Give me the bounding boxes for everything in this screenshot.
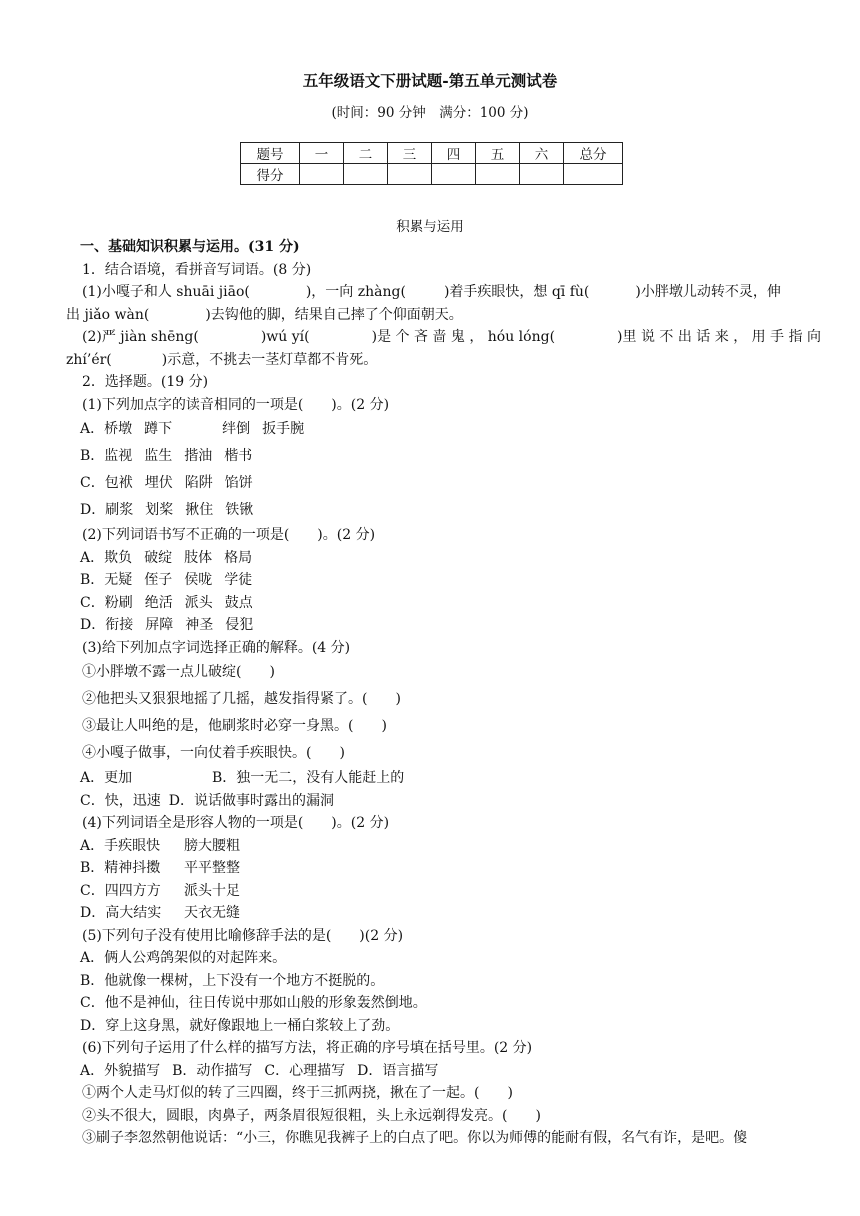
question-text: zhí’ér( — [66, 351, 112, 368]
question-text: )着手疾眼快，想 qī fù( — [443, 284, 590, 300]
option-text: 派头十足 — [184, 882, 240, 899]
score-table — [240, 142, 623, 185]
option-word: 学徒 — [224, 572, 253, 588]
option-word: 埋伏 — [144, 475, 173, 491]
option-word: 格局 — [224, 549, 253, 566]
option-label: A．桥墩 — [80, 421, 133, 437]
option-label: C．粉刷 — [80, 594, 133, 611]
option-word: 陷阱 — [184, 475, 213, 491]
score-cell: 五 — [476, 143, 520, 164]
score-cell: 总分 — [564, 143, 623, 164]
option-word: 派头 — [184, 594, 213, 611]
option-word: 楷书 — [224, 448, 253, 464]
option-row — [80, 880, 814, 903]
option-word: 肢体 — [184, 549, 213, 566]
question-text: )，一向 zhàng( — [305, 284, 406, 300]
option-label: B．无疑 — [80, 572, 133, 588]
option-word: 扳手腕 — [262, 421, 305, 437]
option-row — [80, 470, 814, 497]
option-word: 鼓点 — [224, 594, 253, 611]
option-word: 蹲下 — [144, 421, 173, 437]
question-text: )小胖墩儿动转不灵，伸 — [635, 284, 781, 300]
option-label: B．监视 — [80, 448, 133, 464]
sub-item: ①两个人走马灯似的转了三四圈，终于三抓两挠，揪在了一起。( ) — [82, 1085, 513, 1101]
score-table-header-row — [241, 143, 623, 164]
sub-item: ②他把头又狠狠地摇了几摇，越发指得紧了。( ) — [82, 691, 401, 707]
question-text: )示意，不挑去一茎灯草都不肯死。 — [161, 351, 378, 368]
option-text: A．俩人公鸡鸽架似的对起阵来。 — [80, 950, 287, 966]
option-text: C．他不是神仙，往日传说中那如山般的形象轰然倒地。 — [80, 995, 427, 1011]
option-word: 划桨 — [145, 502, 174, 518]
score-blank — [564, 164, 623, 185]
question-text: )是 个 吝 啬 鬼 ， hóu lóng( — [371, 329, 556, 345]
sub-item: ①小胖墩不露一点儿破绽( ) — [82, 664, 275, 680]
option-word: 屏障 — [145, 617, 174, 633]
question-body — [66, 236, 821, 1150]
option-text: B．他就像一棵树，上下没有一个地方不挺脱的。 — [80, 972, 385, 989]
question-stem: (6)下列句子运用了什么样的描写方法，将正确的序号填在括号里。(2 分) — [82, 1040, 533, 1056]
option-word: 揩油 — [184, 448, 213, 464]
part-heading: 一、基础知识积累与运用。(31 分) — [80, 239, 300, 255]
option-row — [80, 416, 814, 443]
option-label: C．包袱 — [80, 475, 133, 491]
option-text: A．手疾眼快 — [80, 837, 161, 854]
option-label: A．欺负 — [80, 549, 133, 566]
page-title: 五年级语文下册试题-第五单元测试卷 — [302, 71, 558, 90]
question-text: (1)小嘎子和人 shuāi jiāo( — [82, 284, 250, 300]
option-label: D．衔接 — [80, 617, 134, 633]
option-row — [80, 497, 814, 524]
option-word: 神圣 — [185, 617, 214, 633]
score-cell: 四 — [432, 143, 476, 164]
option-row — [80, 547, 814, 570]
score-cell: 一 — [300, 143, 344, 164]
question-stem: (1)下列加点字的读音相同的一项是( )。(2 分) — [82, 396, 390, 413]
sub-item: ④小嘎子做事，一向仗着手疾眼快。( ) — [82, 745, 345, 761]
question-text: )里 说 不 出 话 来 ， 用 手 指 向 — [617, 329, 821, 345]
option-row — [80, 569, 814, 592]
option-row — [80, 902, 814, 925]
option-label: D．刷浆 — [80, 502, 134, 518]
sub-item: ②头不很大，圆眼，肉鼻子，两条眉很短很粗，头上永远剃得发亮。( ) — [82, 1107, 541, 1124]
score-blank — [476, 164, 520, 185]
question-line — [66, 304, 814, 327]
option-text: B．动作描写 — [172, 1062, 253, 1079]
question-line — [66, 349, 814, 372]
option-word: 侄子 — [144, 572, 173, 588]
score-cell: 三 — [388, 143, 432, 164]
option-row — [80, 835, 814, 858]
question-stem: 2．选择题。(19 分) — [82, 374, 209, 390]
score-blank — [300, 164, 344, 185]
option-row — [80, 614, 814, 637]
option-word: 馅饼 — [224, 475, 253, 491]
option-text: C．快，迅速 — [80, 792, 161, 809]
option-word: 侵犯 — [225, 617, 254, 633]
question-text: )wú yí( — [260, 329, 310, 345]
question-stem: (2)下列词语书写不正确的一项是( )。(2 分) — [82, 527, 376, 543]
option-text: B．独一无二，没有人能赶上的 — [212, 770, 405, 786]
option-text: D．说话做事时露出的漏洞 — [168, 792, 334, 809]
sub-item: ③刷子李忽然朝他说话：“小三，你瞧见我裤子上的白点了吧。你以为师傅的能耐有假，名气有诈，是吧。傻 — [82, 1130, 748, 1146]
score-blank — [344, 164, 388, 185]
option-text: D．高大结实 — [80, 905, 162, 921]
option-row — [80, 790, 814, 813]
exam-time-score: (时间：90 分钟 满分：100 分) — [331, 105, 529, 121]
option-row — [80, 767, 814, 790]
option-row — [80, 1060, 814, 1083]
option-text: 平平整整 — [184, 860, 240, 876]
score-cell: 题号 — [241, 143, 300, 164]
question-stem: 1．结合语境，看拼音写词语。(8 分) — [82, 261, 312, 278]
score-blank — [388, 164, 432, 185]
question-line — [80, 281, 814, 304]
question-line — [80, 326, 821, 349]
question-stem: (5)下列句子没有使用比喻修辞手法的是( )(2 分) — [82, 927, 404, 944]
option-word: 破绽 — [144, 549, 173, 566]
score-blank — [520, 164, 564, 185]
question-text: )去钩他的脚，结果自己摔了个仰面朝天。 — [205, 306, 463, 323]
score-table-score-row — [241, 164, 623, 185]
option-row — [80, 857, 814, 880]
question-stem: (4)下列词语全是形容人物的一项是( )。(2 分) — [82, 815, 390, 831]
option-word: 揪住 — [185, 502, 214, 518]
score-cell: 二 — [344, 143, 388, 164]
option-word: 侯咙 — [184, 572, 213, 588]
option-text: C．四四方方 — [80, 882, 161, 899]
option-text: A．更加 — [80, 770, 133, 786]
sub-item: ③最让人叫绝的是，他刷浆时必穿一身黑。( ) — [82, 718, 387, 734]
option-row — [80, 443, 814, 470]
score-cell: 得分 — [241, 164, 300, 185]
option-text: A．外貌描写 — [80, 1062, 161, 1079]
option-word: 绝活 — [144, 594, 173, 611]
section-heading: 积累与运用 — [396, 219, 464, 235]
option-word: 铁锹 — [225, 502, 254, 518]
option-text: D．语言描写 — [357, 1062, 439, 1079]
question-stem: (3)给下列加点字词选择正确的解释。(4 分) — [82, 639, 351, 656]
option-text: C．心理描写 — [264, 1062, 346, 1079]
option-text: 天衣无缝 — [184, 905, 240, 921]
score-blank — [432, 164, 476, 185]
option-word: 绊倒 — [222, 421, 251, 437]
question-text: (2)严 jiàn shēng( — [82, 329, 199, 345]
question-text: 出 jiǎo wàn( — [66, 306, 150, 323]
option-row — [80, 592, 814, 615]
option-text: B．精神抖擞 — [80, 860, 161, 876]
option-text: 膀大腰粗 — [184, 837, 240, 854]
option-word: 监生 — [144, 448, 173, 464]
option-text: D．穿上这身黑，就好像跟地上一桶白浆较上了劲。 — [80, 1017, 400, 1034]
score-cell: 六 — [520, 143, 564, 164]
